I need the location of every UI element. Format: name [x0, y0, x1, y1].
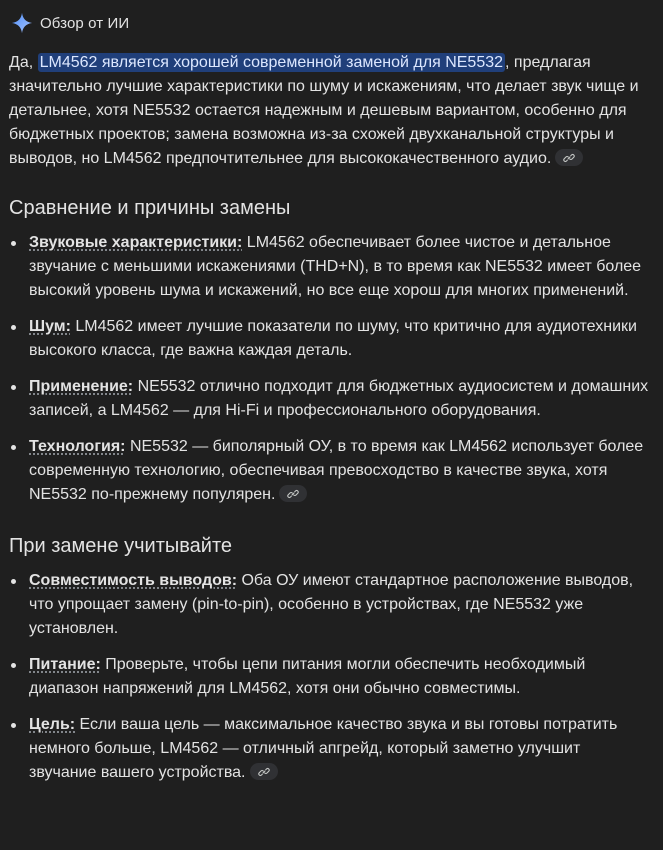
- intro-paragraph: [9, 51, 649, 171]
- list-item-text: Если ваша цель — максимальное качество звука и вы готовы потратить немного больше, LM4562 — отличный апгрейд, который заметно улучшит звучание вашего устройства.: [29, 716, 618, 781]
- term-power[interactable]: Питание:: [29, 656, 101, 673]
- source-link-chip[interactable]: [279, 485, 307, 502]
- term-pin-compatibility[interactable]: Совместимость выводов:: [29, 572, 238, 589]
- considerations-list: [9, 569, 649, 785]
- list-item-text: Оба ОУ имеют стандартное расположение выводов, что упрощает замену (pin-to-pin), особенно в устройствах, где NE5532 уже установлен.: [29, 572, 634, 637]
- ai-sparkle-icon: [11, 12, 33, 34]
- ai-overview-title: Обзор от ИИ: [40, 14, 130, 32]
- term-technology[interactable]: Технология:: [29, 438, 126, 455]
- list-item: [9, 231, 649, 303]
- list-item: [9, 375, 649, 423]
- link-icon: [563, 152, 575, 164]
- list-item: [9, 435, 649, 507]
- source-link-chip[interactable]: [555, 149, 583, 166]
- ai-overview-header: [11, 11, 129, 35]
- list-item-text: LM4562 обеспечивает более чистое и детальное звучание с меньшими искажениями (THD+N), в то время как NE5532 имеет более высокий уровень шума и искажений, но все еще хорош для многих применений.: [29, 234, 642, 299]
- list-item: [9, 315, 649, 363]
- term-application[interactable]: Применение:: [29, 378, 134, 395]
- comparison-list: [9, 231, 649, 507]
- term-sound[interactable]: Звуковые характеристики:: [29, 234, 243, 251]
- intro-rest: , предлагая значительно лучшие характеристики по шуму и искажениям, что делает звук чище и детальнее, хотя NE5532 остается надежным и дешевым вариантом, особенно для бюджетных проектов; замена возможна из-за схожей двухканальной структуры и выводов, но LM4562 предпочтительнее для высококачественного аудио.: [9, 54, 639, 167]
- link-icon: [258, 766, 270, 778]
- list-item-text: NE5532 отлично подходит для бюджетных аудиосистем и домашних записей, а LM4562 — для Hi-Fi и профессионального оборудования.: [29, 378, 649, 419]
- term-goal[interactable]: Цель:: [29, 716, 76, 733]
- term-noise[interactable]: Шум:: [29, 318, 71, 335]
- intro-prefix: Да,: [9, 54, 38, 71]
- list-item: [9, 653, 649, 701]
- highlighted-answer: LM4562 является хорошей современной заменой для NE5532: [39, 54, 504, 71]
- section-heading-considerations: При замене учитывайте: [9, 535, 232, 557]
- list-item-text: NE5532 — биполярный ОУ, в то время как LM4562 использует более современную технологию, обеспечивая превосходство в качестве звука, хотя NE5532 по-прежнему популярен.: [29, 438, 644, 503]
- list-item-text: Проверьте, чтобы цепи питания могли обеспечить необходимый диапазон напряжений для LM4562, хотя они обычно совместимы.: [29, 656, 586, 697]
- list-item: [9, 713, 649, 785]
- list-item: [9, 569, 649, 641]
- source-link-chip[interactable]: [250, 763, 278, 780]
- ai-overview-content: [9, 51, 649, 797]
- list-item-text: LM4562 имеет лучшие показатели по шуму, что критично для аудиотехники высокого класса, где важна каждая деталь.: [29, 318, 637, 359]
- link-icon: [287, 488, 299, 500]
- section-heading-comparison: Сравнение и причины замены: [9, 197, 291, 219]
